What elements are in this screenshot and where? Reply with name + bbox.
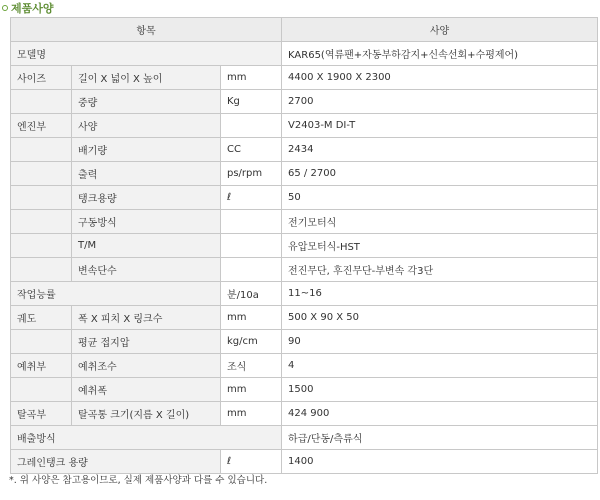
row-value: 4 xyxy=(282,354,598,378)
table-row xyxy=(11,306,598,330)
table-header-row xyxy=(11,18,598,42)
row-label: 배출방식 xyxy=(11,426,282,450)
row-value: 2700 xyxy=(282,90,598,114)
row-group-empty xyxy=(11,138,72,162)
table-row xyxy=(11,282,598,306)
table-row xyxy=(11,234,598,258)
row-group: 궤도 xyxy=(11,306,72,330)
row-value: 11~16 xyxy=(282,282,598,306)
row-sublabel: T/M xyxy=(72,234,221,258)
row-group-empty xyxy=(11,378,72,402)
row-group-empty xyxy=(11,330,72,354)
row-sublabel: 사양 xyxy=(72,114,221,138)
row-group-empty xyxy=(11,90,72,114)
row-unit: CC xyxy=(221,138,282,162)
table-row xyxy=(11,258,598,282)
header-item: 항목 xyxy=(11,18,282,42)
row-unit: mm xyxy=(221,378,282,402)
row-label: 모델명 xyxy=(11,42,282,66)
table-row xyxy=(11,450,598,474)
row-unit: Kg xyxy=(221,90,282,114)
row-sublabel: 구동방식 xyxy=(72,210,221,234)
row-group: 예취부 xyxy=(11,354,72,378)
row-value: 500 X 90 X 50 xyxy=(282,306,598,330)
row-sublabel: 탈곡통 크기(지름 X 길이) xyxy=(72,402,221,426)
table-row xyxy=(11,138,598,162)
row-group-empty xyxy=(11,186,72,210)
row-sublabel: 예취폭 xyxy=(72,378,221,402)
row-value: 50 xyxy=(282,186,598,210)
row-group-empty xyxy=(11,234,72,258)
table-row xyxy=(11,66,598,90)
row-unit: 조식 xyxy=(221,354,282,378)
row-unit: mm xyxy=(221,402,282,426)
table-row xyxy=(11,186,598,210)
row-value: V2403-M DI-T xyxy=(282,114,598,138)
row-sublabel: 길이 X 넓이 X 높이 xyxy=(72,66,221,90)
row-sublabel: 출력 xyxy=(72,162,221,186)
row-label: 그레인탱크 용량 xyxy=(11,450,221,474)
row-unit xyxy=(221,114,282,138)
row-unit: ℓ xyxy=(221,450,282,474)
row-unit: ps/rpm xyxy=(221,162,282,186)
table-row xyxy=(11,330,598,354)
row-value: 65 / 2700 xyxy=(282,162,598,186)
table-row xyxy=(11,114,598,138)
row-group: 탈곡부 xyxy=(11,402,72,426)
header-spec: 사양 xyxy=(282,18,598,42)
row-unit xyxy=(221,210,282,234)
section-title-text: 제품사양 xyxy=(11,2,54,15)
table-row xyxy=(11,42,598,66)
row-value: 1400 xyxy=(282,450,598,474)
row-value: 424 900 xyxy=(282,402,598,426)
row-sublabel: 예취조수 xyxy=(72,354,221,378)
table-row xyxy=(11,354,598,378)
row-unit: mm xyxy=(221,306,282,330)
row-value: 전기모터식 xyxy=(282,210,598,234)
row-label: 작업능률 xyxy=(11,282,221,306)
row-unit: ℓ xyxy=(221,186,282,210)
row-value: 2434 xyxy=(282,138,598,162)
footnote: *. 위 사양은 참고용이므로, 실제 제품사양과 다를 수 있습니다. xyxy=(9,475,268,486)
row-group-empty xyxy=(11,258,72,282)
bullet-icon xyxy=(2,5,8,11)
table-row xyxy=(11,378,598,402)
row-sublabel: 배기량 xyxy=(72,138,221,162)
section-title xyxy=(2,2,54,16)
row-group-empty xyxy=(11,162,72,186)
spec-table xyxy=(10,17,598,474)
row-unit: kg/cm xyxy=(221,330,282,354)
row-group-empty xyxy=(11,210,72,234)
row-unit: mm xyxy=(221,66,282,90)
row-unit xyxy=(221,234,282,258)
row-sublabel: 탱크용량 xyxy=(72,186,221,210)
row-group: 엔진부 xyxy=(11,114,72,138)
row-sublabel: 변속단수 xyxy=(72,258,221,282)
row-sublabel: 평균 접지압 xyxy=(72,330,221,354)
row-sublabel: 중량 xyxy=(72,90,221,114)
row-value: 4400 X 1900 X 2300 xyxy=(282,66,598,90)
row-value: 하급/단동/측류식 xyxy=(282,426,598,450)
row-value: 1500 xyxy=(282,378,598,402)
row-value: 유압모터식-HST xyxy=(282,234,598,258)
table-row xyxy=(11,90,598,114)
row-value: 전진무단, 후진무단-부변속 각3단 xyxy=(282,258,598,282)
row-unit: 분/10a xyxy=(221,282,282,306)
table-row xyxy=(11,402,598,426)
row-group: 사이즈 xyxy=(11,66,72,90)
row-sublabel: 폭 X 피치 X 링크수 xyxy=(72,306,221,330)
row-unit xyxy=(221,258,282,282)
table-row xyxy=(11,426,598,450)
row-value: 90 xyxy=(282,330,598,354)
row-value: KAR65(역류팬+자동부하감지+신속선회+수평제어) xyxy=(282,42,598,66)
table-row xyxy=(11,210,598,234)
table-row xyxy=(11,162,598,186)
